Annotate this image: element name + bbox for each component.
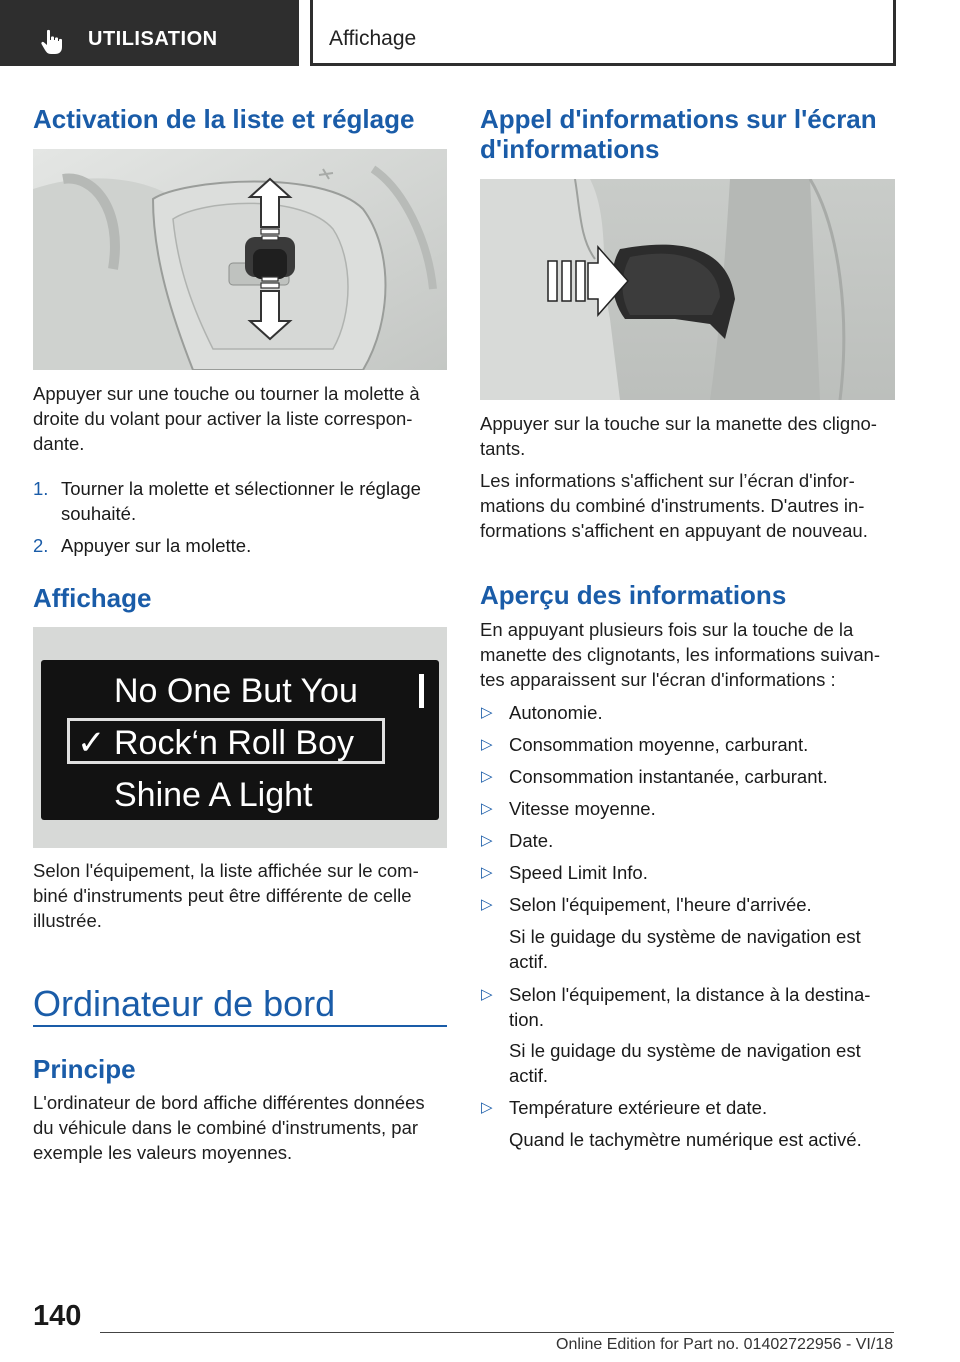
display-item: Shine A Light <box>114 776 313 814</box>
list-item-text: Autonomie. <box>509 702 603 723</box>
hand-pointer-icon <box>38 28 66 56</box>
line: manette des clignotants, les informations suivan‐ <box>480 644 881 665</box>
section-tab <box>0 0 299 66</box>
bullet-triangle-icon: ▷ <box>481 864 493 881</box>
line: exemple les valeurs moyennes. <box>33 1142 293 1163</box>
instrument-display-figure <box>33 627 447 848</box>
display-item-selected: Rock‘n Roll Boy <box>114 724 354 762</box>
bullet-triangle-icon: ▷ <box>481 704 493 721</box>
list-item-text: Date. <box>509 830 554 851</box>
list-item-note-text: Quand le tachymètre numérique est activé. <box>509 1129 862 1150</box>
page-number: 140 <box>33 1300 82 1332</box>
heading-appel <box>480 104 877 164</box>
paragraph-principe <box>33 1090 447 1165</box>
line: tants. <box>480 438 526 459</box>
edition-note: Online Edition for Part no. 01402722956 - VI/18 <box>556 1336 894 1353</box>
line: biné d'instruments peut être différente de celle <box>33 885 412 906</box>
line: actif. <box>509 951 549 972</box>
bullet-triangle-icon: ▷ <box>481 800 493 817</box>
check-icon: ✓ <box>77 724 106 762</box>
line: Les informations s'affichent sur l’écran d'infor‐ <box>480 470 855 491</box>
bullet-triangle-icon: ▷ <box>481 736 493 753</box>
topic-tab <box>310 0 896 66</box>
list-item-note-text <box>509 924 895 974</box>
heading-activation: Activation de la liste et réglage <box>33 104 415 134</box>
line: Selon l'équipement, l'heure d'arrivée. <box>509 894 812 915</box>
heading-line: d'informations <box>480 134 660 164</box>
paragraph-appel-2 <box>480 468 895 543</box>
line: En appuyant plusieurs fois sur la touche de la <box>480 619 854 640</box>
line: du véhicule dans le combiné d'instruments, par <box>33 1117 419 1138</box>
bullet-triangle-icon: ▷ <box>481 1099 493 1116</box>
heading-line: Appel d'informations sur l'écran <box>480 104 877 134</box>
list-item-text: Température extérieure et date. <box>509 1097 768 1118</box>
topic-title: Affichage <box>329 27 417 50</box>
bullet-triangle-icon: ▷ <box>481 768 493 785</box>
list-item-text: Vitesse moyenne. <box>509 798 656 819</box>
heading-affichage: Affichage <box>33 583 152 613</box>
line: formations s'affichent en appuyant de nouveau. <box>480 520 868 541</box>
line: Selon l'équipement, la liste affichée sur le com‐ <box>33 860 419 881</box>
page-header <box>0 0 960 66</box>
list-item-note-text <box>509 1038 895 1088</box>
display-item: No One But You <box>114 672 358 710</box>
line: L'ordinateur de bord affiche différentes données <box>33 1092 425 1113</box>
step-text <box>61 476 447 526</box>
step-number: 2. <box>33 535 49 556</box>
bullet-triangle-icon: ▷ <box>481 986 493 1003</box>
line: illustrée. <box>33 910 102 931</box>
line: Appuyer sur la touche sur la manette des cligno‐ <box>480 413 877 434</box>
line: Appuyer sur une touche ou tourner la molette à <box>33 383 420 404</box>
turn-signal-stalk-figure <box>480 179 895 400</box>
bullet-triangle-icon: ▷ <box>481 832 493 849</box>
line: droite du volant pour activer la liste correspon‐ <box>33 408 413 429</box>
footer-rule <box>100 1332 894 1333</box>
heading-apercu: Aperçu des informations <box>480 580 787 610</box>
list-item-text <box>509 982 895 1032</box>
line: Appuyer sur la molette. <box>61 535 252 556</box>
paragraph-apercu <box>480 617 895 692</box>
line: Selon l'équipement, la distance à la destina‐ <box>509 984 871 1005</box>
line: dante. <box>33 433 85 454</box>
step-text <box>61 533 447 558</box>
scrollbar-thumb <box>419 674 424 708</box>
line: Si le guidage du système de navigation est <box>509 1040 861 1061</box>
steering-wheel-roller-figure <box>33 149 447 370</box>
paragraph-activation <box>33 381 447 456</box>
list-item-text <box>509 892 895 917</box>
heading-rule <box>33 1025 447 1027</box>
list-item-text: Consommation moyenne, carburant. <box>509 734 809 755</box>
section-title: UTILISATION <box>88 28 218 50</box>
paragraph-affichage <box>33 858 447 933</box>
step-number: 1. <box>33 478 49 499</box>
line: souhaité. <box>61 503 137 524</box>
line: actif. <box>509 1065 549 1086</box>
line: Si le guidage du système de navigation est <box>509 926 861 947</box>
line: tes apparaissent sur l'écran d'informations : <box>480 669 836 690</box>
display-screen <box>41 660 439 820</box>
line: tion. <box>509 1009 544 1030</box>
heading-principe: Principe <box>33 1054 136 1084</box>
line: mations du combiné d'instruments. D'autres in‐ <box>480 495 865 516</box>
paragraph-appel-1 <box>480 411 895 461</box>
list-item-text: Consommation instantanée, carburant. <box>509 766 828 787</box>
line: Tourner la molette et sélectionner le réglage <box>61 478 421 499</box>
bullet-triangle-icon: ▷ <box>481 896 493 913</box>
heading-ordinateur: Ordinateur de bord <box>33 983 336 1024</box>
list-item-text: Speed Limit Info. <box>509 862 648 883</box>
